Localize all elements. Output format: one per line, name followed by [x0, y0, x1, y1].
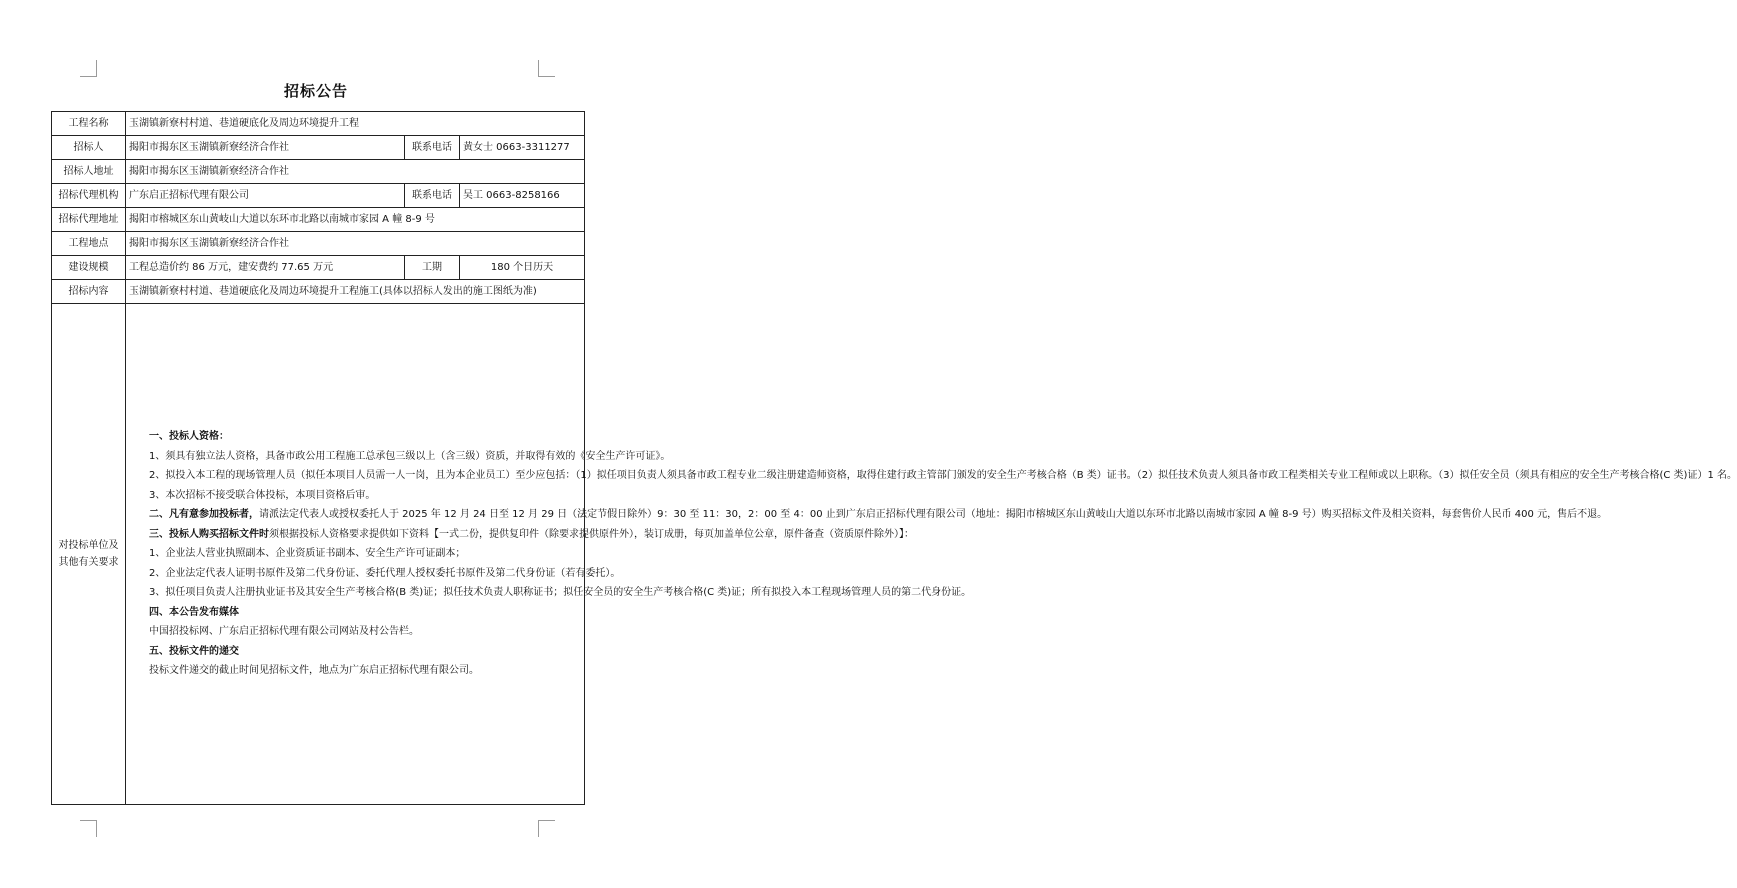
- row-requirements: [52, 304, 585, 805]
- label-tenderer: 招标人: [52, 136, 126, 160]
- row-tenderer-address: [52, 160, 585, 184]
- label-content: 招标内容: [52, 280, 126, 304]
- value-tenderer-address: 揭阳市揭东区玉湖镇新寮经济合作社: [126, 160, 585, 184]
- section-2-title: 二、凡有意参加投标者，: [149, 509, 259, 521]
- section-1-title: 一、投标人资格：: [149, 431, 229, 443]
- value-tenderer: 揭阳市揭东区玉湖镇新寮经济合作社: [126, 136, 405, 160]
- value-location: 揭阳市揭东区玉湖镇新寮经济合作社: [126, 232, 585, 256]
- value-agency-address: 揭阳市榕城区东山黄岐山大道以东环市北路以南城市家园 A 幢 8-9 号: [126, 208, 585, 232]
- value-agency: 广东启正招标代理有限公司: [126, 184, 405, 208]
- section-3-item-2: 2、企业法定代表人证明书原件及第二代身份证、委托代理人授权委托书原件及第二代身份证（若有委托）。: [149, 567, 621, 579]
- row-tenderer: [52, 136, 585, 160]
- row-scale: [52, 256, 585, 280]
- label-tenderer-phone: 联系电话: [405, 136, 460, 160]
- section-3-paragraph: [129, 525, 914, 545]
- label-period: 工期: [405, 256, 460, 280]
- page-title: 招标公告: [283, 82, 348, 100]
- value-project-name: 玉湖镇新寮村村道、巷道硬底化及周边环境提升工程: [126, 112, 585, 136]
- section-4-text: 中国招投标网、广东启正招标代理有限公司网站及村公告栏。: [149, 626, 419, 638]
- requirements-body: [126, 304, 1737, 805]
- crop-mark-bottom-right: [538, 820, 555, 837]
- section-5-title: 五、投标文件的递交: [149, 645, 239, 657]
- row-project-name: [52, 112, 585, 136]
- section-1-item-2: 2、拟投入本工程的现场管理人员（拟任本项目人员需一人一岗，且为本企业员工）至少应包括：（1）拟任项目负责人须具备市政工程专业二级注册建造师资格，取得住建行政主管部门颁发的安全生产考核合格（B 类）证书。（2）拟任技术负责人须具备市政工程类相关专业工程师或以上职称。（3）拟任安全员（须具有相应的安全生产考核合格(C 类)证）1 名。: [149, 470, 1737, 482]
- label-requirements: 对投标单位及其他有关要求: [52, 304, 126, 805]
- section-3-text: 须根据投标人资格要求提供如下资料【一式二份，提供复印件（除要求提供原件外），装订成册，每页加盖单位公章，原件备查（资质原件除外）】：: [269, 528, 914, 540]
- row-agency-address: [52, 208, 585, 232]
- notice-table: [51, 111, 1737, 805]
- section-1-item-1: 1、须具有独立法人资格，具备市政公用工程施工总承包三级以上（含三级）资质，并取得有效的《安全生产许可证》。: [149, 450, 671, 462]
- label-agency: 招标代理机构: [52, 184, 126, 208]
- value-tenderer-phone: 黄女士 0663-3311277: [460, 136, 585, 160]
- section-5-text: 投标文件递交的截止时间见招标文件，地点为广东启正招标代理有限公司。: [149, 665, 479, 677]
- value-content: 玉湖镇新寮村村道、巷道硬底化及周边环境提升工程施工(具体以招标人发出的施工图纸为准): [126, 280, 585, 304]
- label-project-name: 工程名称: [52, 112, 126, 136]
- label-location: 工程地点: [52, 232, 126, 256]
- section-3-title: 三、投标人购买招标文件时: [149, 528, 269, 540]
- section-4-title: 四、本公告发布媒体: [149, 606, 239, 618]
- value-scale: 工程总造价约 86 万元，建安费约 77.65 万元: [126, 256, 405, 280]
- value-period: 180 个日历天: [460, 256, 585, 280]
- label-scale: 建设规模: [52, 256, 126, 280]
- row-content: [52, 280, 585, 304]
- row-agency: [52, 184, 585, 208]
- label-tenderer-address: 招标人地址: [52, 160, 126, 184]
- section-3-item-1: 1、企业法人营业执照副本、企业资质证书副本、安全生产许可证副本；: [149, 548, 466, 560]
- section-3-item-3: 3、拟任项目负责人注册执业证书及其安全生产考核合格(B 类)证；拟任技术负责人职称证书；拟任安全员的安全生产考核合格(C 类)证；所有拟投入本工程现场管理人员的第二代身份证。: [149, 587, 972, 599]
- section-2-text: 请派法定代表人或授权委托人于 2025 年 12 月 24 日至 12 月 29 日（法定节假日除外）9：30 至 11：30，2：00 至 4：00 止到广东启正招标代理有限公司（地址：揭阳市榕城区东山黄岐山大道以东环市北路以南城市家园 A 幢 8-9 号）购买招标文件及相关资料，每套售价人民币 400 元，售后不退。: [259, 509, 1608, 521]
- row-location: [52, 232, 585, 256]
- value-agency-phone: 吴工 0663-8258166: [460, 184, 585, 208]
- label-agency-address: 招标代理地址: [52, 208, 126, 232]
- section-2-paragraph: [129, 505, 1608, 525]
- crop-mark-top-left: [80, 60, 97, 77]
- label-agency-phone: 联系电话: [405, 184, 460, 208]
- crop-mark-top-right: [538, 60, 555, 77]
- crop-mark-bottom-left: [80, 820, 97, 837]
- section-1-item-3: 3、本次招标不接受联合体投标，本项目资格后审。: [149, 489, 376, 501]
